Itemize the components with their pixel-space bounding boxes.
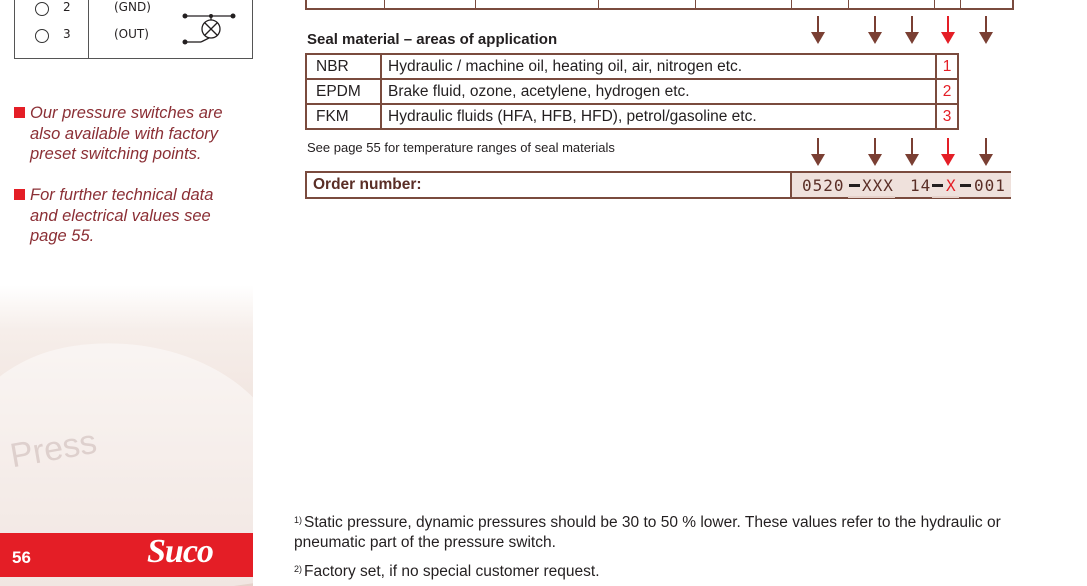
- bullet-square-icon: [14, 189, 25, 200]
- table-row: [306, 54, 958, 79]
- footnote-text: Factory set, if no special customer request.: [304, 563, 600, 580]
- footnote-mark: 1): [294, 515, 303, 525]
- footer-bar: [0, 533, 253, 577]
- seal-index: 2: [936, 79, 958, 104]
- seal-application: Hydraulic fluids (HFA, HFB, HFD), petrol/gasoline etc.: [381, 104, 936, 129]
- seal-code: FKM: [306, 104, 381, 129]
- table-row: [306, 104, 958, 129]
- note-technical-data: For further technical data and electrical values see page 55.: [14, 185, 239, 247]
- footnote-1: [294, 513, 1024, 552]
- pin-signal: (GND): [114, 0, 151, 14]
- previous-table-tail: [305, 0, 1014, 10]
- order-number-code: [790, 173, 1011, 197]
- order-part-thread: 14: [910, 176, 932, 195]
- pin-circle-icon: [35, 29, 49, 43]
- bullet-square-icon: [14, 107, 25, 118]
- lamp-schematic-icon: [181, 0, 253, 50]
- footnote-2: [294, 562, 1024, 582]
- pin-number: 3: [63, 27, 71, 41]
- note-preset-switching: Our pressure switches are also available with factory preset switching points.: [14, 103, 239, 165]
- dash-icon: [849, 184, 860, 187]
- table-row: [306, 79, 958, 104]
- dash-icon: [960, 184, 971, 187]
- seal-code: EPDM: [306, 79, 381, 104]
- arrow-down-icon: [811, 16, 825, 44]
- pinout-table: [14, 0, 253, 59]
- arrow-down-icon: [811, 138, 825, 166]
- arrow-down-icon: [868, 138, 882, 166]
- arrow-down-icon: [905, 138, 919, 166]
- seal-application: Brake fluid, ozone, acetylene, hydrogen etc.: [381, 79, 936, 104]
- pin-circle-icon: [35, 2, 49, 16]
- seal-material-title: Seal material – areas of application: [307, 31, 558, 48]
- sidebar: [0, 0, 253, 586]
- arrow-down-icon: [941, 138, 955, 166]
- arrow-down-icon: [979, 138, 993, 166]
- arrow-down-icon: [941, 16, 955, 44]
- page-number: 56: [12, 548, 31, 567]
- order-part-pressure: XXX: [862, 176, 894, 195]
- order-part-series: 0520: [802, 176, 845, 195]
- pin-number: 2: [63, 0, 71, 14]
- order-part-seal: X: [946, 176, 957, 195]
- pin-signal: (OUT): [114, 27, 149, 41]
- arrow-down-icon: [905, 16, 919, 44]
- order-number-box: [305, 171, 1011, 199]
- order-part-suffix: 001: [974, 176, 1006, 195]
- seal-material-table: [305, 53, 959, 130]
- seal-temperature-note: See page 55 for temperature ranges of seal materials: [307, 140, 615, 155]
- footnote-mark: 2): [294, 564, 303, 574]
- seal-code: NBR: [306, 54, 381, 79]
- order-number-label: Order number:: [313, 176, 422, 193]
- seal-index: 3: [936, 104, 958, 129]
- arrow-down-icon: [868, 16, 882, 44]
- brand-logo: Suco: [147, 533, 213, 570]
- arrow-down-icon: [979, 16, 993, 44]
- watermark-text: Press: [7, 422, 100, 476]
- footnote-text: Static pressure, dynamic pressures should be 30 to 50 % lower. These values refer to the hydraulic or pneumatic part of the pressure switch.: [294, 514, 1001, 551]
- seal-index: 1: [936, 54, 958, 79]
- dash-icon: [932, 184, 943, 187]
- seal-application: Hydraulic / machine oil, heating oil, air, nitrogen etc.: [381, 54, 936, 79]
